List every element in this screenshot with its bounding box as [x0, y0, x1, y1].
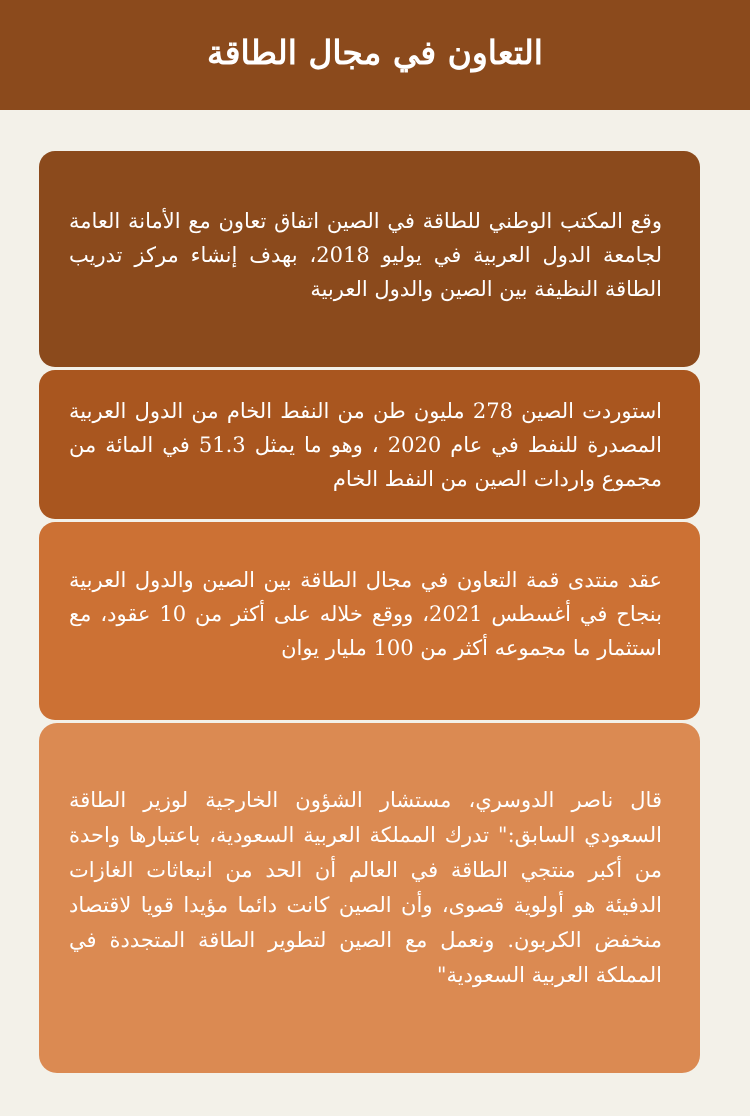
info-card-quote [39, 723, 700, 1073]
page-title: التعاون في مجال الطاقة [207, 32, 543, 72]
card-text: قال ناصر الدوسري، مستشار الشؤون الخارجية لوزير الطاقة السعودي السابق:" تدرك المملكة العربية السعودية، باعتبارها واحدة من أكبر منتجي الطاقة في العالم أن الحد من انبعاثات الغازات الدفيئة هو أولوية قصوى، وأن الصين كانت دائما مؤيدا قويا لاقتصاد منخفض الكربون. ونعمل مع الصين لتطوير الطاقة المتجددة في المملكة العربية السعودية" [69, 788, 662, 987]
card-text: وقع المكتب الوطني للطاقة في الصين اتفاق تعاون مع الأمانة العامة لجامعة الدول العربية في يوليو 2018، بهدف إنشاء مركز تدريب الطاقة النظيفة بين الصين والدول العربية [69, 209, 662, 301]
header-banner [0, 0, 750, 110]
card-text: عقد منتدى قمة التعاون في مجال الطاقة بين الصين والدول العربية بنجاح في أغسطس 2021، ووقع خلاله على أكثر من 10 عقود، مع استثمار ما مجموعه أكثر من 100 مليار يوان [69, 568, 662, 660]
info-card-energy-summit [39, 522, 700, 720]
info-card-training-center [39, 151, 700, 367]
card-text: استوردت الصين 278 مليون طن من النفط الخام من الدول العربية المصدرة للنفط في عام 2020 ، وهو ما يمثل 51.3 في المائة من مجموع واردات الصين من النفط الخام [69, 398, 662, 491]
info-card-oil-imports [39, 370, 700, 519]
